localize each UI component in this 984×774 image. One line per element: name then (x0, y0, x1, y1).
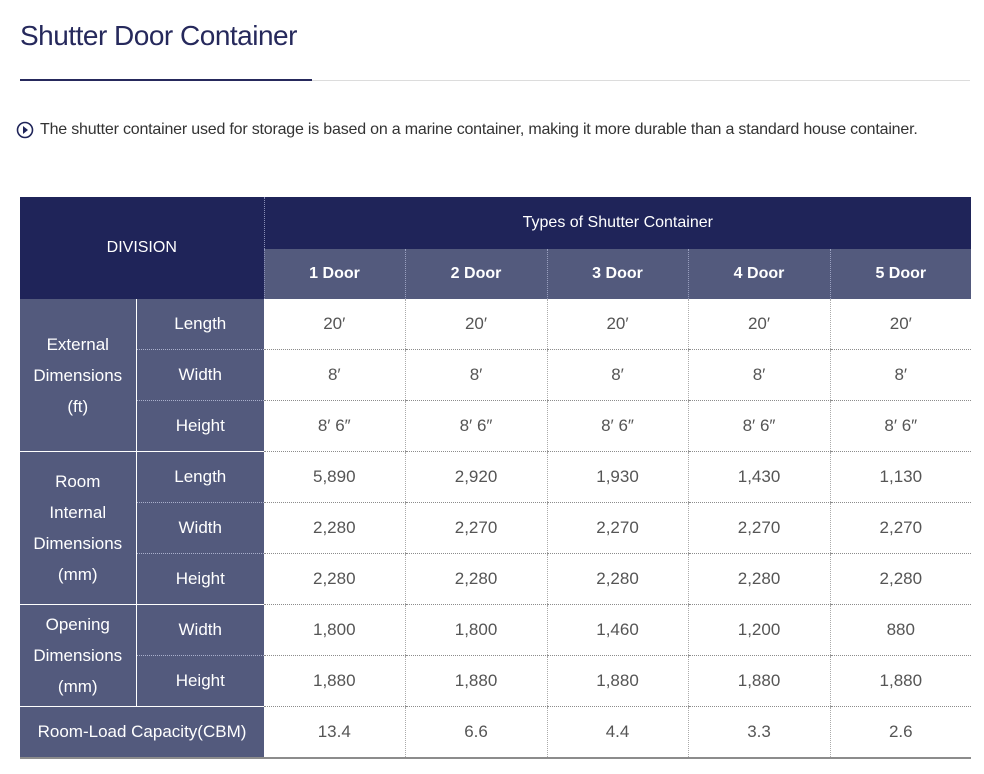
group-label-internal (20, 452, 136, 605)
group-label-line: Dimensions (33, 534, 123, 553)
group-label-line: Dimensions (33, 646, 123, 665)
table-cell: 1,880 (688, 656, 830, 707)
types-header: Types of Shutter Container (264, 197, 971, 249)
row-label: Length (136, 299, 264, 350)
column-header: 1 Door (264, 249, 405, 300)
table-cell: 20′ (830, 299, 971, 350)
table-row (20, 707, 971, 759)
table-cell: 6.6 (405, 707, 547, 759)
column-header: 2 Door (405, 249, 547, 300)
group-label-line: (mm) (57, 677, 98, 696)
table-cell: 1,880 (264, 656, 405, 707)
group-label-line: Room (55, 472, 101, 491)
row-label: Length (136, 452, 264, 503)
table-cell: 20′ (688, 299, 830, 350)
table-cell: 8′ (830, 350, 971, 401)
table-cell: 8′ 6″ (264, 401, 405, 452)
table-cell: 2,280 (830, 554, 971, 605)
table-cell: 2.6 (830, 707, 971, 759)
page-title: Shutter Door Container (20, 20, 297, 51)
table-cell: 1,460 (547, 605, 688, 656)
division-header: DIVISION (20, 197, 264, 299)
row-label: Width (136, 350, 264, 401)
table-cell: 2,280 (264, 554, 405, 605)
group-label-opening (20, 605, 136, 707)
table-cell: 1,800 (405, 605, 547, 656)
table-cell: 8′ (547, 350, 688, 401)
table-cell: 8′ 6″ (688, 401, 830, 452)
table-cell: 1,200 (688, 605, 830, 656)
table-cell: 20′ (547, 299, 688, 350)
table-row (20, 299, 971, 350)
table-cell: 13.4 (264, 707, 405, 759)
table-cell: 8′ (405, 350, 547, 401)
column-header: 4 Door (688, 249, 830, 300)
table-cell: 4.4 (547, 707, 688, 759)
group-label-line: Internal (49, 503, 107, 522)
description (16, 121, 918, 139)
group-label-line: Dimensions (33, 365, 123, 385)
header-row-top (20, 197, 971, 249)
spec-table (20, 197, 971, 759)
table-cell: 2,280 (264, 503, 405, 554)
table-cell: 2,270 (688, 503, 830, 554)
table-cell: 20′ (405, 299, 547, 350)
table-row (20, 503, 971, 554)
row-label: Height (136, 656, 264, 707)
title-underline (20, 79, 312, 81)
row-label: Width (136, 605, 264, 656)
table-cell: 8′ 6″ (547, 401, 688, 452)
column-header: 3 Door (547, 249, 688, 300)
table-cell: 1,880 (830, 656, 971, 707)
table-cell: 2,920 (405, 452, 547, 503)
table-cell: 2,270 (830, 503, 971, 554)
table-cell: 8′ 6″ (405, 401, 547, 452)
table-row (20, 656, 971, 707)
table-cell: 1,930 (547, 452, 688, 503)
description-text: The shutter container used for storage is based on a marine container, making it more durable than a standard house container. (40, 121, 918, 138)
row-label: Width (136, 503, 264, 554)
table-cell: 3.3 (688, 707, 830, 759)
table-cell: 8′ (264, 350, 405, 401)
row-label: Height (136, 401, 264, 452)
group-label-line: (ft) (67, 396, 89, 416)
capacity-label: Room-Load Capacity(CBM) (20, 707, 264, 759)
group-label-line: Opening (45, 615, 110, 634)
table-cell: 880 (830, 605, 971, 656)
table-cell: 8′ (688, 350, 830, 401)
group-label-external (20, 299, 136, 452)
table-cell: 2,280 (688, 554, 830, 605)
table-cell: 2,270 (547, 503, 688, 554)
arrow-circle-icon (16, 121, 34, 139)
table-row (20, 350, 971, 401)
table-row (20, 452, 971, 503)
table-cell: 5,890 (264, 452, 405, 503)
table-row (20, 554, 971, 605)
table-cell: 2,280 (547, 554, 688, 605)
table-cell: 2,280 (405, 554, 547, 605)
table-cell: 8′ 6″ (830, 401, 971, 452)
group-label-line: External (46, 334, 109, 354)
table-cell: 2,270 (405, 503, 547, 554)
table-cell: 1,430 (688, 452, 830, 503)
table-cell: 1,130 (830, 452, 971, 503)
table-cell: 1,880 (405, 656, 547, 707)
row-label: Height (136, 554, 264, 605)
column-header: 5 Door (830, 249, 971, 300)
table-cell: 20′ (264, 299, 405, 350)
table-row (20, 605, 971, 656)
table-row (20, 401, 971, 452)
table-cell: 1,800 (264, 605, 405, 656)
table-cell: 1,880 (547, 656, 688, 707)
group-label-line: (mm) (57, 565, 98, 584)
